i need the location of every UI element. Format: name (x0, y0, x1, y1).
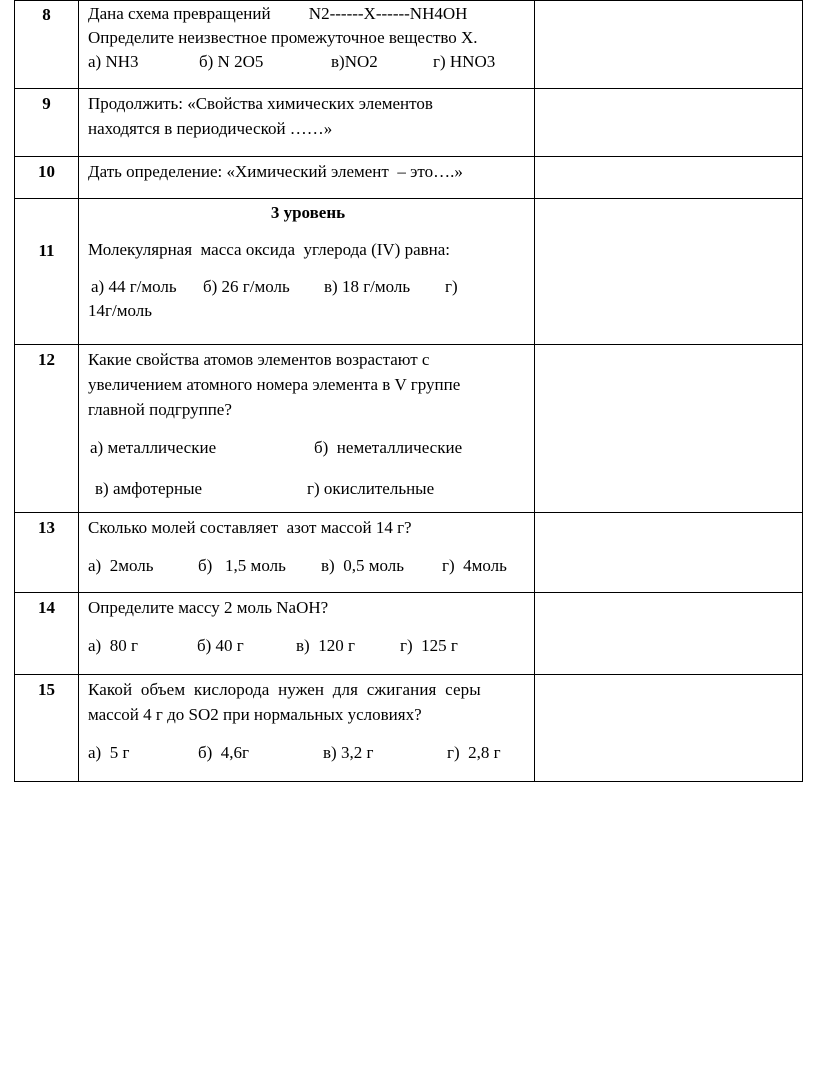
question-text: Продолжить: «Свойства химических элементов находятся в периодической ……» (79, 89, 535, 157)
table-row (15, 89, 803, 157)
question-text: Какой объем кислорода нужен для сжигания серы массой 4 г до SO2 при нормальных условиях? а) 5 г б) 4,6г в) 3,2 г г) 2,8 г (79, 675, 535, 782)
question-text: 3 уровень Молекулярная масса оксида углерода (IV) равна: а) 44 г/моль б) 26 г/моль в) 18 г/моль г) 14г/моль (79, 199, 535, 345)
question-text: Определите массу 2 моль NaOH? а) 80 г б) 40 г в) 120 г г) 125 г (79, 593, 535, 675)
question-number: 10 (15, 157, 79, 199)
table-row (15, 593, 803, 675)
table-row (15, 199, 803, 345)
question-number: 15 (15, 675, 79, 782)
question-number: 11 (15, 199, 79, 345)
table-row (15, 513, 803, 593)
question-text: Какие свойства атомов элементов возрастают с увеличением атомного номера элемента в V группе главной подгруппе? а) металлические б) неметаллические в) амфотерные г) окислительные (79, 345, 535, 513)
question-number: 13 (15, 513, 79, 593)
table-row (15, 675, 803, 782)
answer-cell (535, 345, 803, 513)
table-row (15, 1, 803, 89)
table-row (15, 345, 803, 513)
table-row (15, 157, 803, 199)
answer-cell (535, 157, 803, 199)
question-text: Дать определение: «Химический элемент – это….» (79, 157, 535, 199)
answer-cell (535, 593, 803, 675)
question-number: 8 (15, 1, 79, 89)
question-text: Дана схема превращений N2------X------NH4OH Определите неизвестное промежуточное вещество X. а) NH3 б) N 2O5 в)NO2 г) HNO3 (79, 1, 535, 89)
answer-cell (535, 675, 803, 782)
answer-cell (535, 513, 803, 593)
question-number: 12 (15, 345, 79, 513)
question-number: 9 (15, 89, 79, 157)
question-number: 14 (15, 593, 79, 675)
answer-cell (535, 1, 803, 89)
question-table (14, 0, 803, 782)
answer-cell (535, 89, 803, 157)
answer-cell (535, 199, 803, 345)
level-heading: 3 уровень (270, 203, 346, 222)
question-text: Сколько молей составляет азот массой 14 г? а) 2моль б) 1,5 моль в) 0,5 моль г) 4моль (79, 513, 535, 593)
